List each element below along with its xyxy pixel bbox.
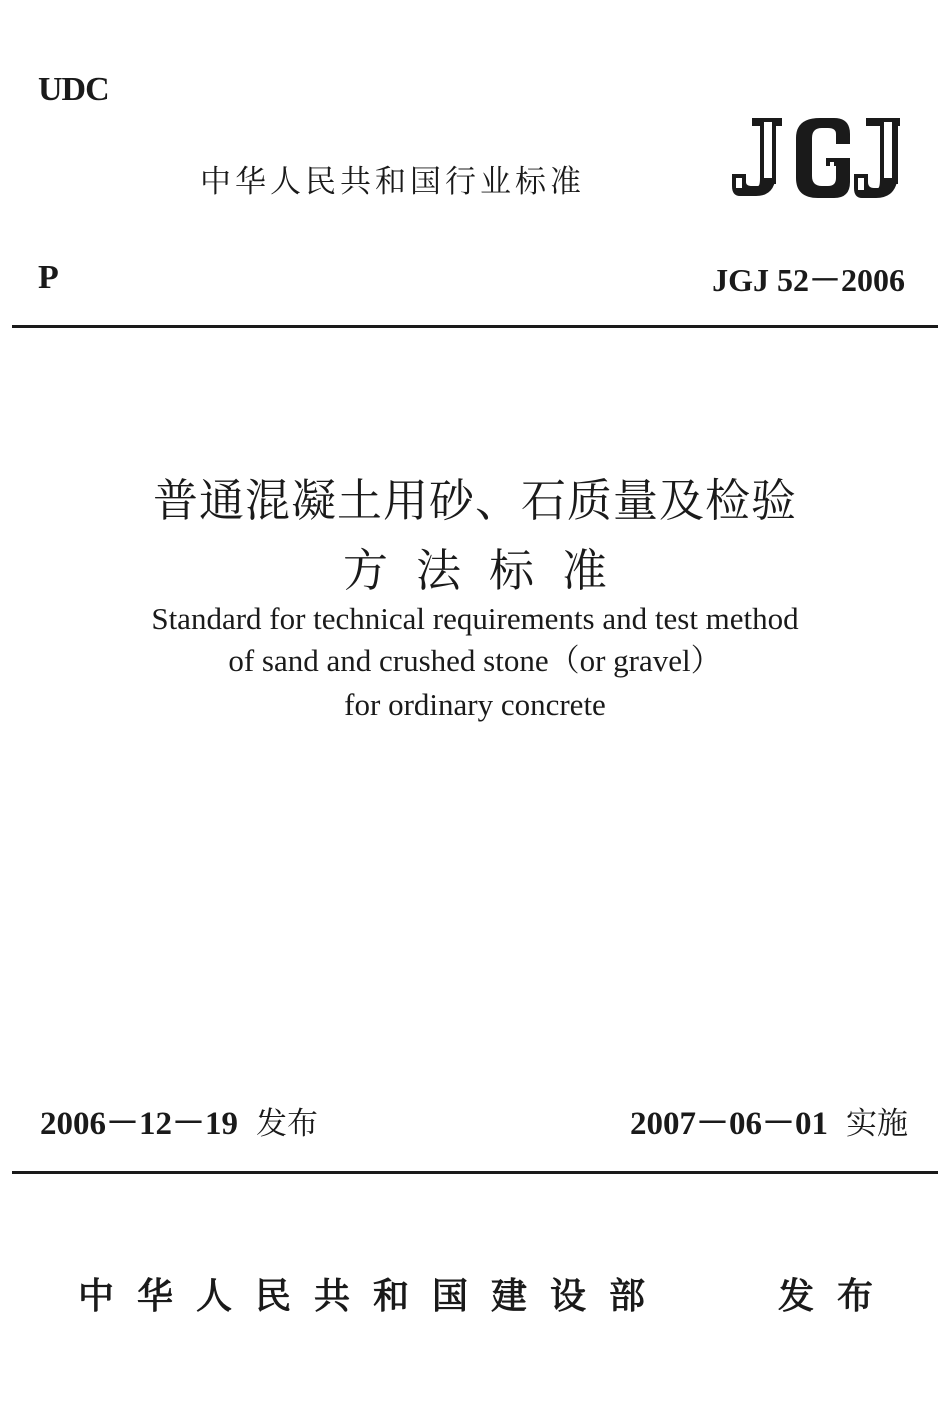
bottom-divider [12,1171,938,1174]
publish-label: 发布 [778,1276,897,1317]
issue-date-block [40,1102,318,1146]
publisher-name: 中华人民共和国建设部 [78,1276,669,1317]
industry-standard-heading: 中华人民共和国行业标准 [200,164,585,200]
issue-label: 发布 [256,1106,318,1142]
top-divider [12,325,938,328]
issue-date: 2006－12－19 [40,1106,238,1142]
effective-date-block [630,1102,908,1146]
effective-label: 实施 [846,1106,908,1142]
standard-number: JGJ 52－2006 [712,262,905,298]
title-chinese-line2: 方法标准 [342,544,635,597]
title-english-line3: for ordinary concrete [344,687,606,722]
classification-code: P [38,259,59,296]
title-english-line2: of sand and crushed stone（or gravel） [228,643,722,678]
effective-date: 2007－06－01 [630,1106,828,1142]
title-english-line1: Standard for technical requirements and test method [151,601,799,636]
title-chinese-line1: 普通混凝土用砂、石质量及检验 [152,474,797,527]
jgj-logo [730,112,905,204]
jgj-logo-mark [730,112,905,204]
udc-label: UDC [38,71,109,108]
